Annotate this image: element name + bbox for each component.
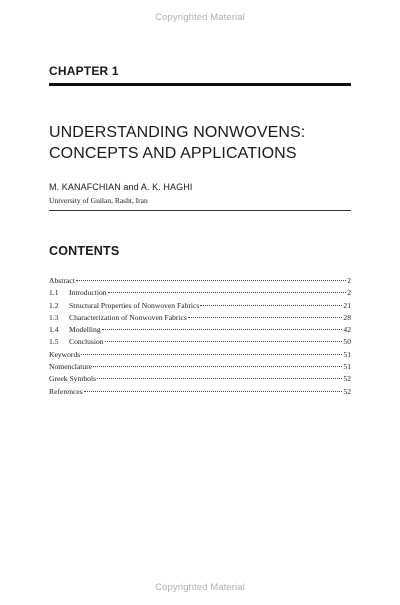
header-divider [49, 210, 351, 211]
toc-entry-keywords[interactable] [49, 349, 351, 361]
toc-entry-characterization[interactable] [49, 312, 351, 324]
copyright-watermark-top: Copyrighted Material [155, 12, 245, 23]
toc-entry-page: 50 [343, 337, 351, 347]
chapter-title-line-1: UNDERSTANDING NONWOVENS: [49, 124, 306, 141]
chapter-title [49, 122, 359, 164]
toc-leader-dots [200, 305, 342, 306]
toc-leader-dots [76, 280, 346, 281]
toc-entry-introduction[interactable] [49, 287, 351, 299]
toc-entry-page: 2 [347, 288, 351, 298]
toc-entry-conclusion[interactable] [49, 336, 351, 348]
toc-entry-title: Structural Properties of Nonwoven Fabrics [69, 300, 200, 310]
toc-entry-nomenclature[interactable] [49, 361, 351, 373]
toc-entry-title: Keywords [49, 349, 81, 359]
toc-entry-modelling[interactable] [49, 324, 351, 336]
toc-entry-greek-symbols[interactable] [49, 373, 351, 385]
toc-entry-page: 52 [343, 386, 351, 396]
toc-entry-page: 21 [343, 300, 351, 310]
toc-leader-dots [81, 354, 342, 355]
toc-leader-dots [93, 366, 342, 367]
table-of-contents [49, 275, 351, 398]
toc-entry-references[interactable] [49, 386, 351, 398]
toc-entry-title: Greek Symbols [49, 374, 97, 384]
copyright-watermark-bottom: Copyrighted Material [155, 582, 245, 593]
toc-entry-page: 51 [343, 362, 351, 372]
toc-entry-title: Nomenclature [49, 362, 93, 372]
chapter-affiliation: University of Guilan, Rasht, Iran [49, 196, 148, 205]
toc-entry-title: Characterization of Nonwoven Fabrics [69, 312, 187, 322]
toc-entry-abstract[interactable] [49, 275, 351, 287]
toc-entry-structural-properties[interactable] [49, 300, 351, 312]
contents-heading: CONTENTS [49, 244, 120, 258]
chapter-label: CHAPTER 1 [49, 64, 119, 78]
chapter-title-line-2: CONCEPTS AND APPLICATIONS [49, 145, 297, 162]
toc-leader-dots [188, 317, 343, 318]
toc-entry-page: 51 [343, 349, 351, 359]
toc-entry-title: Modelling [69, 325, 101, 335]
toc-entry-title: Introduction [69, 288, 107, 298]
toc-entry-number: 1.5 [49, 337, 59, 347]
toc-entry-number: 1.4 [49, 325, 59, 335]
toc-leader-dots [105, 341, 343, 342]
toc-entry-number: 1.1 [49, 288, 59, 298]
toc-leader-dots [102, 329, 343, 330]
toc-leader-dots [108, 292, 347, 293]
toc-leader-dots [97, 378, 342, 379]
toc-leader-dots [84, 391, 343, 392]
toc-entry-title: Conclusion [69, 337, 104, 347]
toc-entry-page: 42 [343, 325, 351, 335]
chapter-rule [49, 83, 351, 86]
toc-entry-title: References [49, 386, 83, 396]
toc-entry-number: 1.3 [49, 312, 59, 322]
toc-entry-title: Abstract [49, 276, 75, 285]
toc-entry-number: 1.2 [49, 300, 59, 310]
chapter-authors: M. KANAFCHIAN and A. K. HAGHI [49, 182, 193, 192]
toc-entry-page: 2 [347, 276, 351, 285]
toc-entry-page: 52 [343, 374, 351, 384]
toc-entry-page: 28 [343, 312, 351, 322]
